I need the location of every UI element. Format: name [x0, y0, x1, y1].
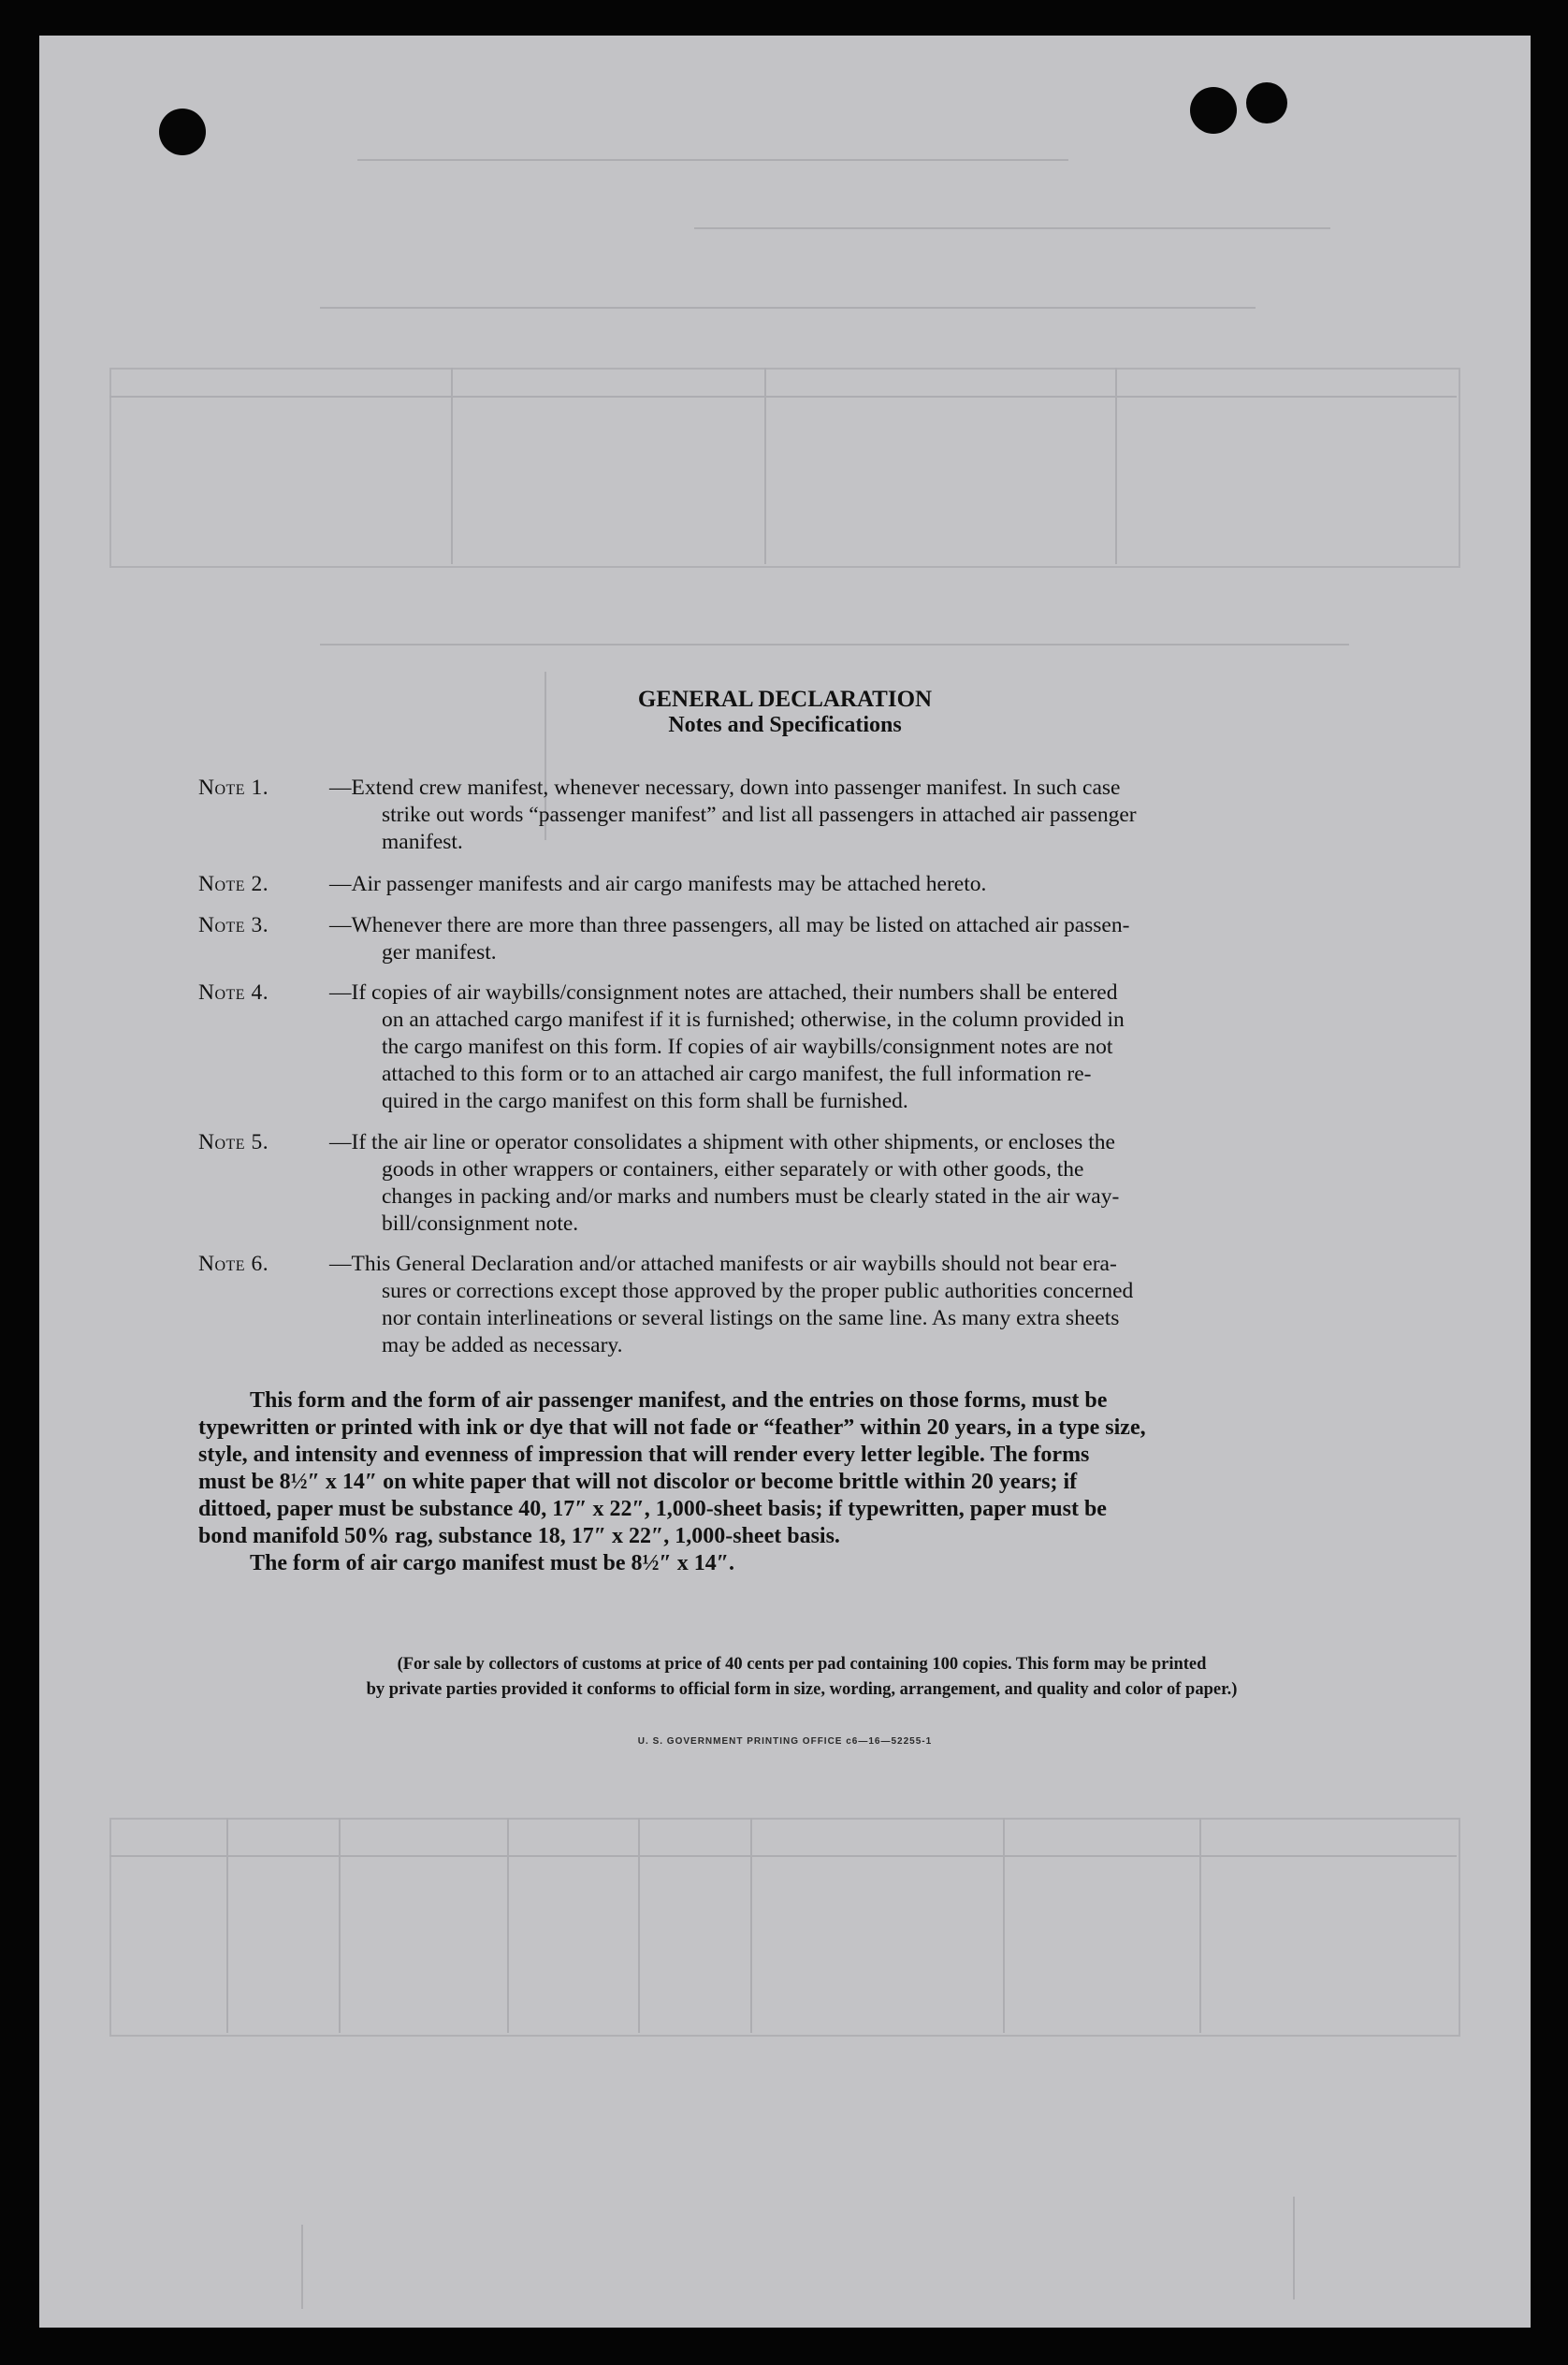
show-through-rule	[339, 1818, 341, 2033]
note-line: may be added as necessary.	[382, 1333, 623, 1357]
note-5	[198, 1129, 1405, 1238]
note-label: Note 6.	[198, 1252, 269, 1276]
sale-line: (For sale by collectors of customs at price of 40 cents per pad containing 100 copies. This form may be printed	[397, 1655, 1207, 1674]
note-line: strike out words “passenger manifest” and list all passengers in attached air passenger	[382, 803, 1137, 827]
spec-line: must be 8½″ x 14″ on white paper that will not discolor or become brittle within 20 years; if	[198, 1470, 1078, 1494]
declaration-title: GENERAL DECLARATION	[637, 687, 933, 712]
note-label: Note 1.	[198, 776, 269, 800]
document-sheet	[39, 36, 1531, 2328]
show-through-rule	[507, 1818, 509, 2033]
note-3	[198, 912, 1405, 966]
spec-line: This form and the form of air passenger manifest, and the entries on those forms, must be	[250, 1388, 1108, 1413]
spec-line: bond manifold 50% rag, substance 18, 17″ x 22″, 1,000-sheet basis.	[198, 1524, 840, 1548]
note-line: attached to this form or to an attached air cargo manifest, the full information re-	[382, 1062, 1092, 1086]
show-through-rule	[1003, 1818, 1005, 2033]
note-line: —Whenever there are more than three passengers, all may be listed on attached air passen-	[329, 913, 1130, 937]
note-line: the cargo manifest on this form. If copies of air waybills/consignment notes are not	[382, 1035, 1113, 1059]
show-through-rule	[1199, 1818, 1201, 2033]
printer-line: U. S. GOVERNMENT PRINTING OFFICE c6—16—52255-1	[637, 1736, 933, 1747]
note-line: nor contain interlineations or several listings on the same line. As many extra sheets	[382, 1306, 1120, 1330]
note-label: Note 2.	[198, 872, 269, 896]
note-line: ger manifest.	[382, 940, 497, 965]
punch-hole-right	[1190, 87, 1237, 134]
show-through-rule	[694, 227, 1330, 229]
spec-line: style, and intensity and evenness of impression that will render every letter legible. The forms	[198, 1443, 1090, 1467]
note-line: sures or corrections except those approved by the proper public authorities concerned	[382, 1279, 1134, 1303]
show-through-rule	[109, 396, 1457, 398]
note-label: Note 4.	[198, 980, 269, 1005]
show-through-rule	[226, 1818, 228, 2033]
punch-hole-left	[159, 109, 206, 155]
sale-notice	[198, 1652, 1405, 1703]
spec-line: typewritten or printed with ink or dye that will not fade or “feather” within 20 years, in a type size,	[198, 1415, 1146, 1440]
show-through-cargo-table	[109, 1818, 1460, 2037]
note-4	[198, 979, 1405, 1115]
specification-paragraph	[198, 1387, 1405, 1577]
spec-cargo-line: The form of air cargo manifest must be 8½″ x 14″.	[250, 1551, 734, 1575]
note-line: —This General Declaration and/or attached manifests or air waybills should not bear era-	[329, 1252, 1117, 1276]
declaration-subtitle: Notes and Specifications	[668, 713, 902, 737]
note-1	[198, 775, 1405, 856]
note-line: on an attached cargo manifest if it is furnished; otherwise, in the column provided in	[382, 1008, 1125, 1032]
note-line: —If the air line or operator consolidates a shipment with other shipments, or encloses the	[329, 1130, 1115, 1154]
note-line: bill/consignment note.	[382, 1212, 579, 1236]
note-line: manifest.	[382, 830, 463, 854]
show-through-rule	[320, 307, 1256, 309]
note-line: —Air passenger manifests and air cargo manifests may be attached hereto.	[329, 872, 987, 896]
punch-hole-right-2	[1246, 82, 1287, 123]
show-through-rule	[301, 2225, 303, 2309]
spec-line: dittoed, paper must be substance 40, 17″ x 22″, 1,000-sheet basis; if typewritten, paper must be	[198, 1497, 1107, 1521]
note-line: goods in other wrappers or containers, either separately or with other goods, the	[382, 1157, 1084, 1182]
show-through-rule	[320, 644, 1349, 646]
sale-line: by private parties provided it conforms to official form in size, wording, arrangement, and quality and color of paper.)	[366, 1680, 1238, 1699]
note-2	[198, 871, 1405, 898]
note-line: changes in packing and/or marks and numbers must be clearly stated in the air way-	[382, 1184, 1120, 1209]
note-6	[198, 1251, 1405, 1359]
show-through-itinerary-table	[109, 368, 1460, 568]
note-line: —Extend crew manifest, whenever necessary, down into passenger manifest. In such case	[329, 776, 1121, 800]
note-label: Note 5.	[198, 1130, 269, 1154]
note-line: —If copies of air waybills/consignment notes are attached, their numbers shall be entered	[329, 980, 1118, 1005]
show-through-rule	[1293, 2197, 1295, 2300]
show-through-rule	[357, 159, 1068, 161]
show-through-rule	[638, 1818, 640, 2033]
note-line: quired in the cargo manifest on this form shall be furnished.	[382, 1089, 908, 1113]
note-label: Note 3.	[198, 913, 269, 937]
show-through-rule	[750, 1818, 752, 2033]
show-through-rule	[109, 1855, 1457, 1857]
